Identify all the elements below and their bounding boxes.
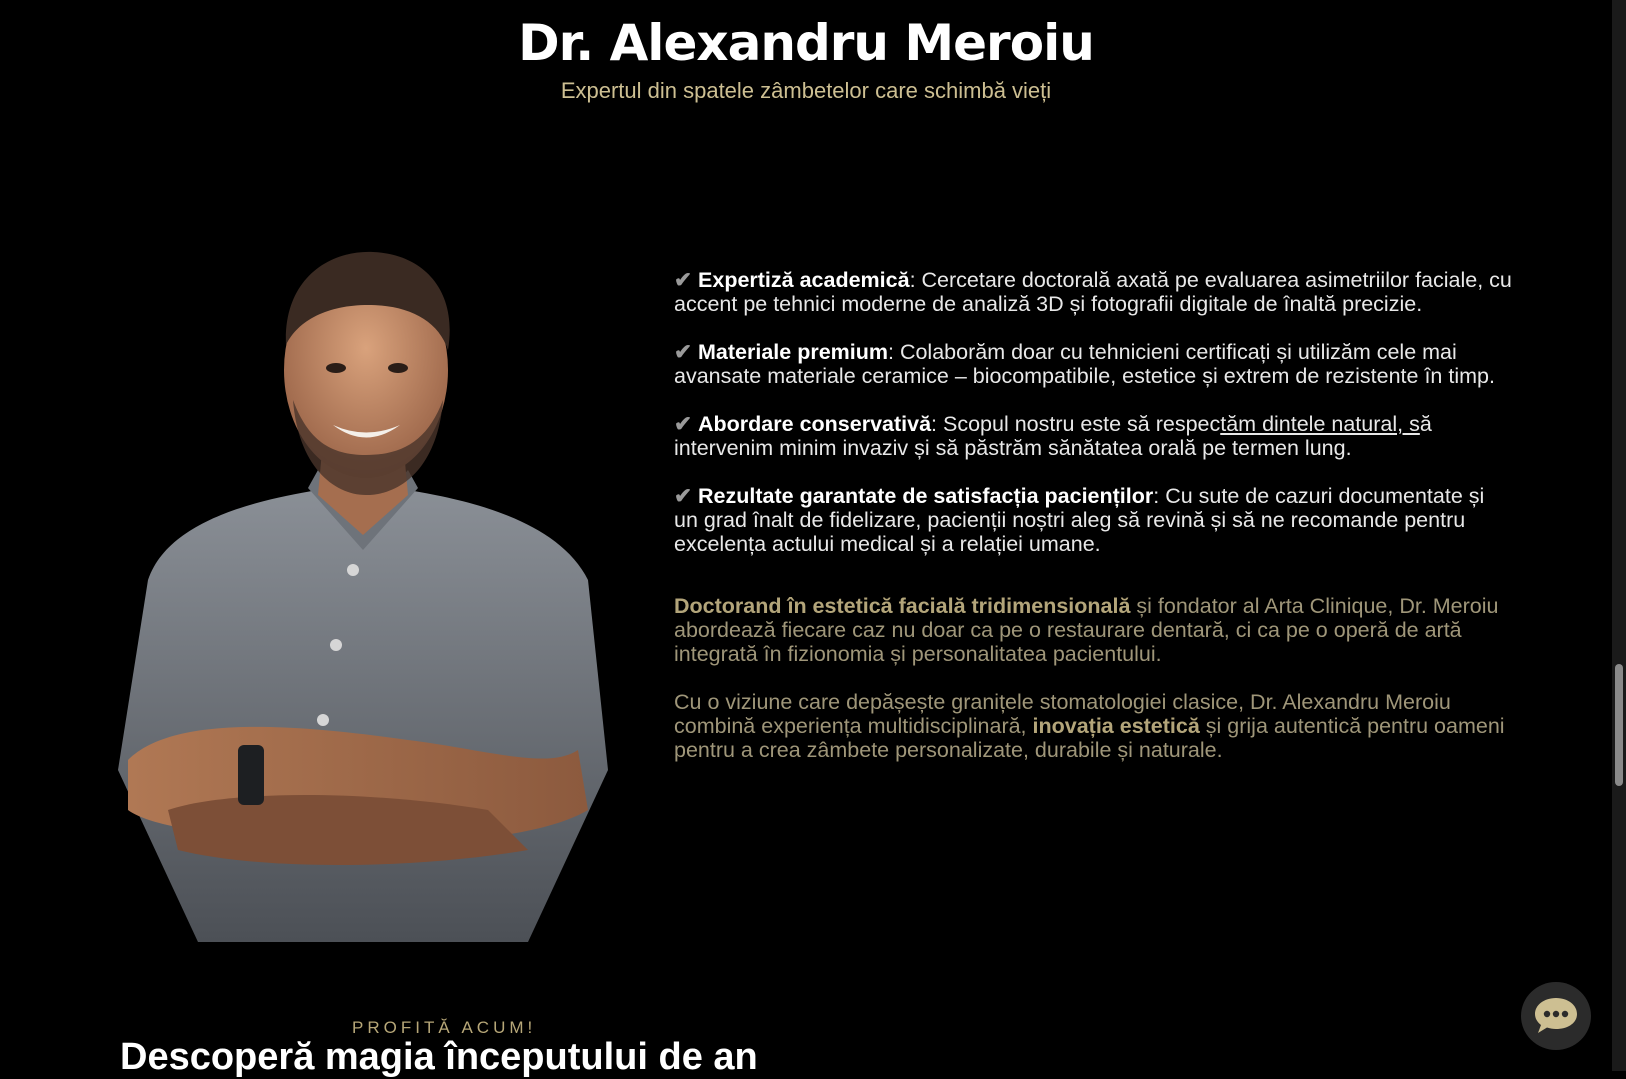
- bio-highlight: inovația estetică: [1032, 714, 1200, 738]
- promo-title: Descoperă magia începutului de an: [120, 1036, 758, 1078]
- scrollbar-thumb[interactable]: [1615, 664, 1623, 786]
- bullet-heading: Rezultate garantate de satisfacția pacienților: [698, 484, 1154, 508]
- natural-tooth-link[interactable]: tăm dintele natural, s: [1220, 412, 1420, 436]
- bullet-heading: Materiale premium: [698, 340, 888, 364]
- bullet-heading: Abordare conservativă: [698, 412, 932, 436]
- bullet-text: : Cu sute de cazuri documentate și un grad înalt de fidelizare, pacienții noștri aleg să revină și să ne recomande pentru excelența actului medical și a relației umane.: [674, 484, 1485, 556]
- promo-label: PROFITĂ ACUM!: [352, 1018, 537, 1037]
- check-icon: ✔: [674, 484, 693, 508]
- check-icon: ✔: [674, 412, 693, 436]
- bullet-text: : Cercetare doctorală axată pe evaluarea asimetriilor faciale, cu accent pe tehnici moderne de analiză 3D și fotografii digitale de înaltă precizie.: [674, 268, 1512, 316]
- page-title: Dr. Alexandru Meroiu: [518, 14, 1094, 72]
- page-subtitle: Expertul din spatele zâmbetelor care schimbă vieți: [560, 78, 1052, 103]
- page-scrollbar[interactable]: [1612, 0, 1626, 1071]
- bullet-text: : Scopul nostru este să respec: [931, 412, 1221, 436]
- chat-bubble-icon: [1533, 996, 1579, 1036]
- bullet-text: ă intervenim minim invaziv și să păstrăm sănătatea orală pe termen lung.: [674, 412, 1432, 460]
- bullet-heading: Expertiză academică: [698, 268, 910, 292]
- bullet-academic-expertise: [674, 268, 1514, 316]
- bio-text: și grija autentică pentru oameni pentru a crea zâmbete personalizate, durabile și naturale.: [674, 714, 1505, 762]
- bio-text: și fondator al Arta Clinique, Dr. Meroiu abordează fiecare caz nu doar ca pe o restaurare dentară, ci ca pe o operă de artă integrată în fizionomia și personalitatea pacientului.: [674, 594, 1499, 666]
- doctor-info: [674, 268, 1514, 786]
- check-icon: ✔: [674, 340, 693, 364]
- bio-highlight: Doctorand în estetică facială tridimensională: [674, 594, 1131, 618]
- bio-text: Cu o viziune care depășește granițele stomatologiei clasice, Dr. Alexandru Meroiu combină experiența multidisciplinară,: [674, 690, 1451, 738]
- bullet-guaranteed-results: [674, 484, 1514, 556]
- chat-button[interactable]: [1521, 982, 1591, 1050]
- bullet-text: : Colaborăm doar cu tehnicieni certificați și utilizăm cele mai avansate materiale ceramice – biocompatibile, estetice și extrem de rezistente în timp.: [674, 340, 1495, 388]
- bio-paragraph-doctorate: [674, 594, 1514, 666]
- bio-paragraph-vision: [674, 690, 1514, 762]
- doctor-portrait: [108, 250, 613, 942]
- bullet-conservative-approach: [674, 412, 1514, 460]
- check-icon: ✔: [674, 268, 693, 292]
- bullet-premium-materials: [674, 340, 1514, 388]
